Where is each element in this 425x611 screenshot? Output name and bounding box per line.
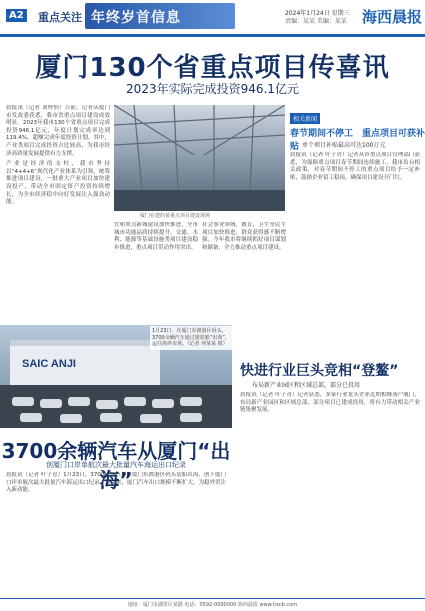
lead-column-2 <box>114 222 198 320</box>
steel-structure-illustration <box>114 105 285 211</box>
ship-name: SAIC ANJI <box>22 358 76 370</box>
lead-column-1 <box>6 105 110 320</box>
ship-headline: 3700余辆汽车从厦门“出海” <box>1 439 231 492</box>
lead-column-3 <box>202 222 286 320</box>
construction-photo <box>114 105 285 211</box>
right-article-body <box>290 152 420 352</box>
page-header <box>0 0 425 34</box>
related-news-tag: 相关新闻 <box>290 113 320 124</box>
ship-article-paragraph: 晨报讯（记者 叶子青）1月23日，3700余辆汽车在厦门东渡港区码头装船出海，创下厦门口岸单航次最大批量汽车海运出口纪录。近年来，厦门汽车出口规模不断扩大，为稳外贸注入新动能。 <box>6 472 226 494</box>
right-article-paragraph: 晨报讯（记者 叶子青）记者从市重点项目管理部门获悉，为保障重点项目春节期间连续施工，我市出台相关政策，对春节期间不停工的重点项目给予一定补贴，鼓励企业留工稳岗，确保项目建设开门红。 <box>290 152 420 181</box>
car-shipping-caption: 1月23日，在厦门东渡港区码头，3700余辆汽车通过滚装船“出海”，运往海外市场。（记者 何某某 摄） <box>150 326 232 350</box>
lead-paragraph-3: 宜和重点新城建设加快推进，全市城市功能品质持续提升。交通、水利、能源等基础设施类项目建设稳步推进，重点项目带动作用突出。 <box>114 222 198 251</box>
issue-date: 2024年1月24日 星期三 <box>285 10 350 17</box>
right-article-subheadline: 单个项目补贴最高可达100万元 <box>302 142 386 149</box>
lead-paragraph-1: 晨报讯（记者 刘梓怡）日前，记者从厦门市发改委获悉，我市省重点项目建设成效明显。2023年我市130个省重点项目完成投资946.1亿元，年度计划完成率达到119.4%，超额完成年度投资计划。其中，产业类项目完成投资占比较高，为我市经济高质量发展提供有力支撑。 <box>6 105 110 157</box>
header-rule <box>0 34 425 37</box>
page-footer: 地址：厦门市湖里区某路 电话：0592-0000000 海西晨报 www.hxcb.com <box>0 598 425 608</box>
section-name: 重点关注 <box>38 11 82 24</box>
lead-subheadline: 2023年实际完成投资946.1亿元 <box>126 82 299 96</box>
ship-article-body <box>6 472 226 594</box>
industry-headline: 快进行业巨头竞相“登鳌” <box>240 363 399 379</box>
construction-photo-caption: 厦门在建的某重点项目建设现场 <box>140 213 211 219</box>
industry-subheadline: 布局新产业园区和区域总部，部分已投用 <box>252 382 361 389</box>
lead-paragraph-2: 产业是经济的支柱，我市坚持以“4+4+6”现代化产业体系为引领，统筹推进项目建设，一批重大产业项目加快建设投产，带动全市固定资产投资持续增长，为全市经济稳中向好发展注入强劲动能。 <box>6 161 110 206</box>
lead-headline: 厦门130个省重点项目传喜讯 <box>35 53 390 83</box>
editor-credit: 责编：某某 美编：某某 <box>285 18 347 25</box>
lead-paragraph-4: 社会事业领域，教育、卫生等民生项目加快推进，群众获得感不断增强。今年我市将继续抓好项目谋划和储备，全力推动重点项目建设。 <box>202 222 286 251</box>
industry-article-body <box>240 392 420 594</box>
ship-subheadline: 创厦门口岸单航次最大批量汽车海运出口纪录 <box>46 461 186 469</box>
banner <box>85 3 235 29</box>
page-number: A2 <box>6 9 27 22</box>
banner-text: 年终岁首信息 <box>91 10 181 26</box>
newspaper-logo: 海西晨报 <box>362 8 423 26</box>
industry-article-paragraph: 晨报讯（记者 叶子青）记者获悉，多家行业龙头企业近期相继落户厦门，布局新产业园区和区域总部，部分项目已建成投用，将有力带动相关产业链集聚发展。 <box>240 392 420 414</box>
right-article-headline: 春节期间不停工 重点项目可获补贴 <box>290 129 425 152</box>
